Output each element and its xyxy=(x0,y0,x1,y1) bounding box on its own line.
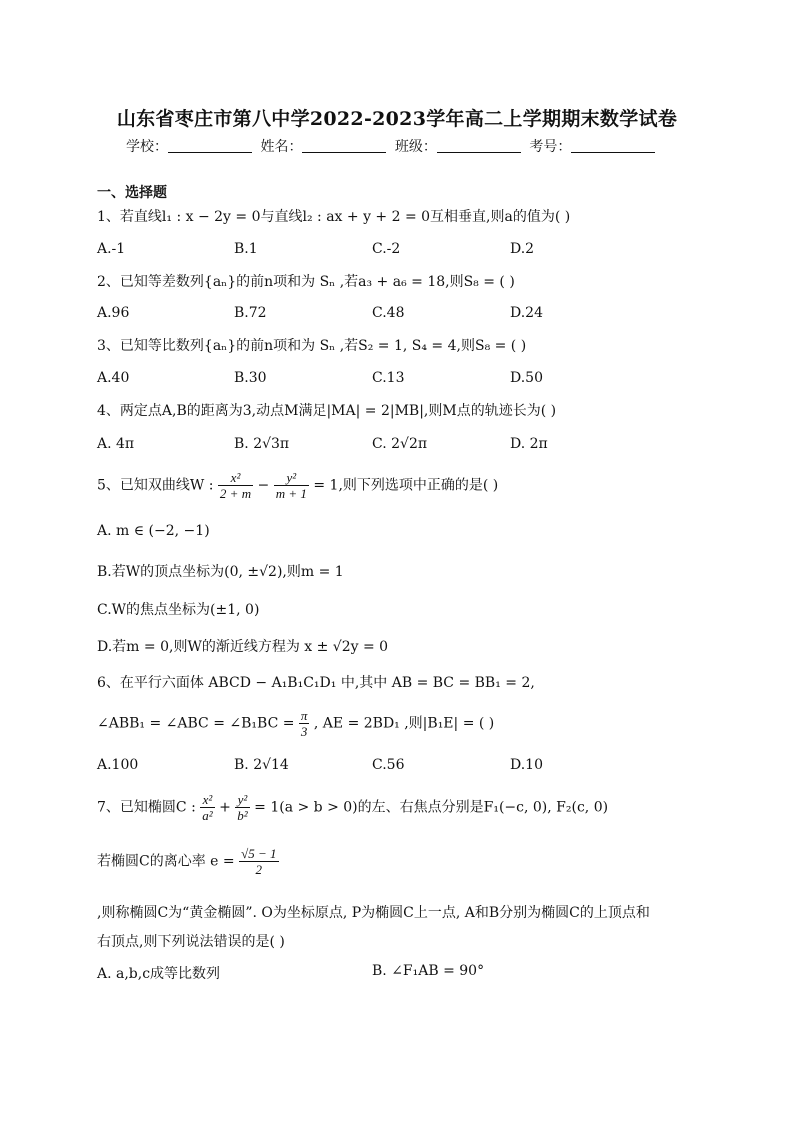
question-7-eccentricity-fraction xyxy=(239,846,278,877)
exam-number-label: 考号： xyxy=(529,139,572,155)
question-7-stem-line-3: ,则称椭圆C为“黄金椭圆”. O为坐标原点, P为椭圆C上一点, A和B分别为椭圆C的上顶点和 xyxy=(97,905,650,921)
section-title: 一、选择题 xyxy=(97,185,167,201)
question-2-option-a: A.96 xyxy=(97,305,130,321)
plus-sign: + xyxy=(219,799,231,816)
question-3-option-a: A.40 xyxy=(97,370,130,386)
question-2-option-c: C.48 xyxy=(372,305,405,321)
class-blank[interactable] xyxy=(437,139,521,153)
exam-number-blank[interactable] xyxy=(571,139,655,153)
question-6-angles: ∠ABB₁ = ∠ABC = ∠B₁BC = xyxy=(97,715,295,732)
fraction-numerator: √5 − 1 xyxy=(241,846,277,861)
question-7-fraction-2 xyxy=(235,792,249,823)
question-7-fraction-1 xyxy=(200,792,214,823)
question-6-stem-line-2 xyxy=(97,708,494,739)
fraction-denominator: 2 + m xyxy=(219,486,252,501)
question-1-option-d: D.2 xyxy=(510,241,535,257)
student-info-line xyxy=(126,136,659,156)
question-4-stem: 4、两定点A,B的距离为3,动点M满足|MA| = 2|MB|,则M点的轨迹长为( ) xyxy=(97,403,557,419)
fraction-denominator: 2 xyxy=(255,862,263,877)
question-3-option-d: D.50 xyxy=(510,370,543,386)
fraction-numerator: x² xyxy=(218,470,253,486)
school-label: 学校： xyxy=(126,139,168,155)
question-3-option-b: B.30 xyxy=(234,370,267,386)
question-5-fraction-1 xyxy=(218,470,253,501)
question-5-stem-suffix: = 1,则下列选项中正确的是( ) xyxy=(313,477,499,494)
question-2-option-b: B.72 xyxy=(234,305,267,321)
question-1-option-c: C.-2 xyxy=(372,241,401,257)
question-6-option-c: C.56 xyxy=(372,757,405,773)
question-3-stem: 3、已知等比数列{aₙ}的前n项和为 Sₙ ,若S₂ = 1, S₄ = 4,则S₈ = ( ) xyxy=(97,338,527,354)
question-7-eccentricity-prefix: 若椭圆C的离心率 e = xyxy=(97,853,235,870)
question-6-option-a: A.100 xyxy=(97,757,139,773)
question-2-option-d: D.24 xyxy=(510,305,543,321)
fraction-numerator: y² xyxy=(274,470,309,486)
question-7-stem xyxy=(97,792,608,823)
minus-sign: − xyxy=(257,477,270,494)
fraction-numerator: x² xyxy=(200,792,214,808)
question-1-option-b: B.1 xyxy=(234,241,258,257)
fraction-numerator: y² xyxy=(235,792,249,808)
class-label: 班级： xyxy=(394,139,437,155)
name-label: 姓名： xyxy=(260,139,303,155)
question-2-stem: 2、已知等差数列{aₙ}的前n项和为 Sₙ ,若a₃ + a₆ = 18,则S₈ = ( ) xyxy=(97,274,515,290)
question-1-stem: 1、若直线l₁ : x − 2y = 0与直线l₂ : ax + y + 2 = 0互相垂直,则a的值为( ) xyxy=(97,209,571,225)
question-7-option-a: A. a,b,c成等比数列 xyxy=(97,966,221,982)
question-3-option-c: C.13 xyxy=(372,370,405,386)
question-1-option-a: A.-1 xyxy=(97,241,126,257)
question-4-option-c: C. 2√2π xyxy=(372,436,428,452)
question-6-option-b: B. 2√14 xyxy=(234,757,289,773)
question-7-option-b: B. ∠F₁AB = 90° xyxy=(372,963,485,979)
question-5-stem xyxy=(97,470,498,501)
question-5-stem-prefix: 5、已知双曲线W : xyxy=(97,477,214,494)
question-5-option-a: A. m ∈ (−2, −1) xyxy=(97,523,210,539)
question-5-option-d: D.若m = 0,则W的渐近线方程为 x ± √2y = 0 xyxy=(97,639,389,655)
question-6-vector-condition: , AE = 2BD₁ ,则|B₁E| = ( ) xyxy=(313,715,495,732)
fraction-denominator: a² xyxy=(202,808,213,823)
question-5-fraction-2 xyxy=(274,470,309,501)
name-blank[interactable] xyxy=(302,139,386,153)
question-5-option-b: B.若W的顶点坐标为(0, ±√2),则m = 1 xyxy=(97,564,344,580)
question-7-stem-suffix: = 1(a > b > 0)的左、右焦点分别是F₁(−c, 0), F₂(c, 0) xyxy=(254,799,609,816)
question-6-stem-line-1: 6、在平行六面体 ABCD − A₁B₁C₁D₁ 中,其中 AB = BC = BB₁ = 2, xyxy=(97,675,535,691)
question-7-stem-prefix: 7、已知椭圆C : xyxy=(97,799,196,816)
question-4-option-b: B. 2√3π xyxy=(234,436,290,452)
question-4-option-d: D. 2π xyxy=(510,436,548,452)
fraction-denominator: 3 xyxy=(300,724,308,739)
fraction-denominator: m + 1 xyxy=(275,486,307,501)
question-6-fraction xyxy=(299,708,310,739)
school-blank[interactable] xyxy=(168,139,252,153)
question-6-option-d: D.10 xyxy=(510,757,543,773)
question-5-option-c: C.W的焦点坐标为(±1, 0) xyxy=(97,602,260,618)
page-title: 山东省枣庄市第八中学2022-2023学年高二上学期期末数学试卷 xyxy=(116,108,678,130)
question-4-option-a: A. 4π xyxy=(97,436,135,452)
fraction-numerator: π xyxy=(300,708,308,723)
question-7-stem-line-4: 右顶点,则下列说法错误的是( ) xyxy=(97,934,285,950)
question-7-eccentricity-line xyxy=(97,846,279,877)
fraction-denominator: b² xyxy=(237,808,248,823)
